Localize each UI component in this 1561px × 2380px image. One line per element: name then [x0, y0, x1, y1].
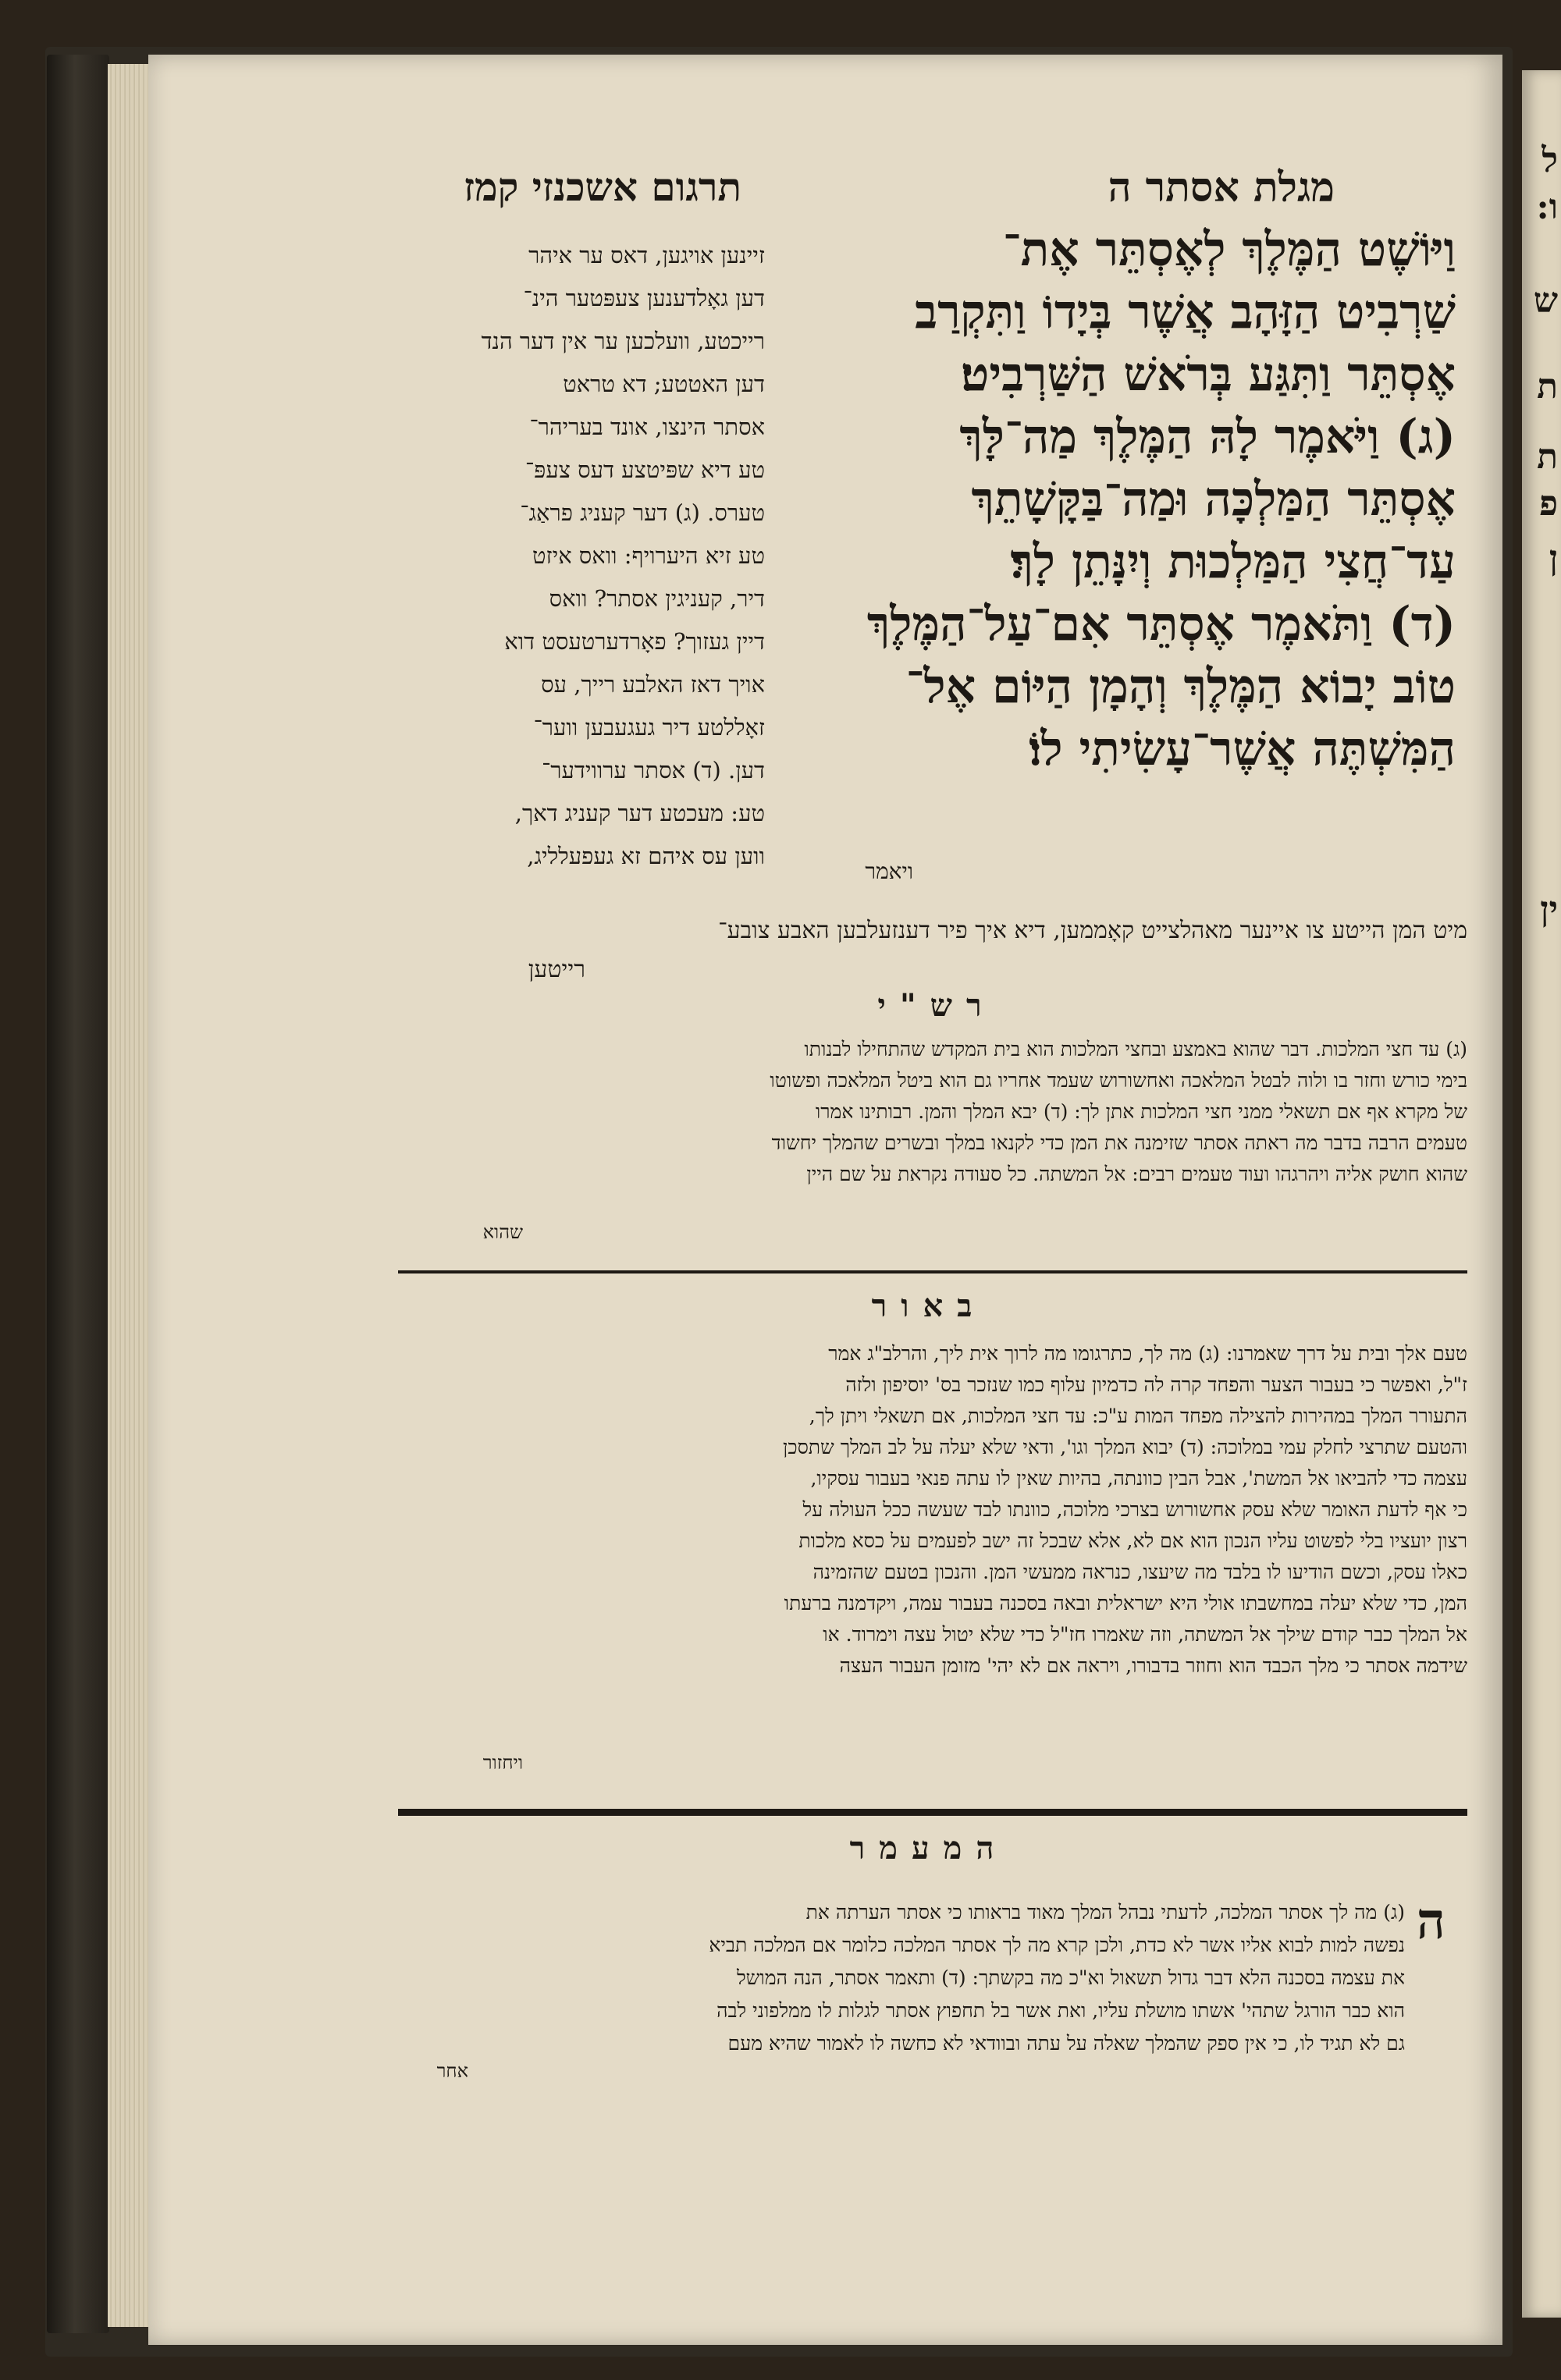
targum-line: זיינען אויגען, דאס ער איהר [528, 242, 765, 268]
verse-line: אֶסְתֵּר וַתִּגַּע בְּרֹאשׁ הַשַּׁרְבִיט׃ [961, 347, 1456, 402]
facing-glyph: פ [1539, 484, 1558, 524]
targum-line: טע דיא שפּיטצע דעס צעפּ־ [525, 456, 765, 483]
rashi-line: של מקרא אף אם תשאלי ממני חצי המלכות אתן לך: (ד) יבא המלך והמן. רבותינו אמרו [815, 1100, 1467, 1123]
biur-line: המן, כדי שלא יעלה במחשבתו אולי היא ישראלית ובאה בסכנה בעבור עמה, ויקדמנה ברעתו [784, 1592, 1467, 1614]
hamaamar-line: גם לא תגיד לו, כי אין ספק שהמלך שאלה על עתה ובוודאי לא כחשה לו לאמור שהיא מעם [727, 2032, 1405, 2055]
targum-line: דיין געזוך? פאָרדערטעסט דוא [504, 628, 765, 655]
targum-continuation-end: רייטען [528, 956, 585, 983]
facing-glyph: ו: [1536, 187, 1558, 227]
biur-commentary [390, 1338, 1467, 1682]
rashi-catchword: שהוא [482, 1221, 523, 1243]
targum-line: טערס. (ג) דער קעניג פראַג־ [520, 499, 765, 526]
targum-line: דען האטטע; דא טראט [563, 371, 765, 397]
targum-column [390, 234, 765, 878]
hamaamar-catchword: אחר [436, 2060, 468, 2082]
hamaamar-commentary [390, 1896, 1405, 2060]
verse-line: טוֹב יָבוֹא הַמֶּלֶךְ וְהָמָן הַיּוֹם אֶל־ [905, 659, 1456, 714]
facing-glyph: ת [1537, 367, 1558, 407]
biur-catchword: ויחזור [482, 1752, 523, 1774]
hamaamar-line: (ג) מה לך אסתר המלכה, לדעתי נבהל המלך מאוד בראותו כי אסתר הערתה את [805, 1901, 1405, 1924]
rashi-line: שהוא חושק אליה ויהרגהו ועוד טעמים רבים: אל המשתה. כל סעודה נקראת על שם היין [806, 1163, 1467, 1185]
verse-line: וַיּוֹשֶׁט הַמֶּלֶךְ לְאֶסְתֵּר אֶת־ [1002, 222, 1456, 277]
hamaamar-line: הוא כבר הורגל שתהי' אשתו מושלת עליו, ואת אשר בל תחפוץ אסתר לגלות לו ממלפוני לבה [716, 1999, 1405, 2022]
verse-line: הַמִּשְׁתֶּה אֲשֶׁר־עָשִׂיתִי לוֹ׃ [1029, 722, 1456, 776]
targum-line: זאָללטע דיר געגעבען ווער־ [533, 714, 765, 741]
rashi-line: טעמים הרבה בדבר מה ראתה אסתר שזימנה את המן כדי לקנאו במלך ובשרים שהמלך יחשוד [771, 1131, 1467, 1154]
section-divider [398, 1270, 1467, 1273]
biur-line: והטעם שתרצי לחלק עמי במלוכה: (ד) יבוא המלך וגו', ודאי שלא יעלה על לב המלך שתסכן [782, 1436, 1467, 1458]
biur-line: התעורר המלך במהירות להצילה מפחד המות ע"כ: עד חצי המלכות, אם תשאלי ויתן לך, [809, 1405, 1467, 1427]
facing-glyph: ל [1541, 140, 1558, 180]
biur-title: באור [871, 1288, 987, 1324]
targum-line: אסתר הינצו, אונד בעריהר־ [529, 414, 765, 440]
targum-line: רייכטע, וועלכען ער אין דער הנד [481, 328, 765, 354]
verse-line: אֶסְתֵּר הַמַּלְכָּה וּמַה־בַּקָּשָׁתֵךְ [971, 472, 1456, 527]
biur-line: רצון יועציו בלי לפשוט עליו הנכון הוא אם לא, אלא שבכל זה ישב לפעמים על כסא מלכות [798, 1529, 1467, 1552]
biur-line: טעם אלך ובית על דרך שאמרנו: (ג) מה לך, כתרגומו מה לרוך אית ליך, והרלב"ג אמר [828, 1342, 1467, 1365]
hamaamar-line: נפשה למות לבוא אליו אשר לא כדת, ולכן קרא מה לך אסתר המלכה כלומר אם המלכה תביא [709, 1934, 1405, 1956]
hamaamar-drop-letter: ה [1417, 1892, 1445, 1951]
verse-line: שַׁרְבִיט הַזָּהָב אֲשֶׁר בְּיָדוֹ וַתִּקְרַב [915, 285, 1456, 339]
verse-line: (ד) וַתֹּאמֶר אֶסְתֵּר אִם־עַל־הַמֶּלֶךְ [866, 597, 1456, 652]
targum-line: דיר, קעניגין אסתר? וואס [549, 585, 765, 612]
rashi-title: רש"י [877, 987, 996, 1024]
biur-line: כאלו עסק, וכשם הודיעו לו בלבד מה שיעצו, כנראה ממעשי המן. והנכון בטעם שהזמינה [813, 1561, 1467, 1583]
targum-line: טע זיא היערויף: וואס איזט [532, 542, 765, 569]
facing-glyph: ש [1533, 281, 1558, 321]
facing-glyph: ת [1537, 437, 1558, 477]
hamaamar-title: המעמר [849, 1830, 1008, 1867]
biur-line: שידמה אסתר כי מלך הכבד הוא וחוזר בדבורו, ויראה אם לא יהי' מזומן העבור העצה [839, 1654, 1467, 1677]
verse-catchword: ויאמר [865, 858, 913, 884]
verse-line: עַד־חֲצִי הַמַּלְכוּת וְיִנָּתֵן לָךְ׃ [1010, 535, 1456, 589]
biur-line: ז"ל, ואפשר כי בעבור הצער והפחד קרה לה כדמיון עלוף כמו שנזכר בס' יוסיפון ולזה [845, 1373, 1467, 1396]
biur-line: כי אף לדעת האומר שלא עסק אחשורוש בצרכי מלוכה, כוונתו לבד שעשה ככל העולה על [802, 1498, 1467, 1521]
megillah-verses [784, 218, 1456, 780]
rashi-line: (ג) עד חצי המלכות. דבר שהוא באמצע ובחצי המלכות הוא בית המקדש שהתחילו לבנותו [804, 1038, 1467, 1060]
targum-line: אויך דאז האלבע רייך, עס [541, 671, 765, 698]
verse-line: (ג) וַיֹּאמֶר לָהּ הַמֶּלֶךְ מַה־לָּךְ [959, 410, 1456, 464]
section-divider-thick [398, 1809, 1467, 1816]
targum-running-header: תרגום אשכנזי קמז [464, 164, 741, 210]
book-spine [47, 55, 109, 2333]
targum-line: ווען עס איהם זא געפעלליג, [527, 843, 765, 869]
targum-line: דען גאָלדענען צעפּטער הינ־ [523, 285, 765, 311]
page-edges [108, 64, 155, 2327]
rashi-line: בימי כורש וחזר בו ולוה לבטל המלאכה ואחשורוש שעמד אחריו גם הוא ביטל המלאכה ופשוטו [770, 1069, 1467, 1092]
megillah-running-header: מגלת אסתר ה [1108, 164, 1335, 211]
biur-line: עצמה כדי להביאו אל המשת', אבל הבין כוונתה, בהיות שאין לו עתה פנאי בעבור עסקיו, [810, 1467, 1467, 1490]
biur-line: אל המלך כבר קודם שילך אל המשתה, וזה שאמרו חז"ל כדי שלא יטול עצה וימרוד. או [823, 1623, 1467, 1646]
facing-glyph: ן [1549, 538, 1558, 578]
facing-page-edge [1522, 70, 1561, 2318]
rashi-commentary [390, 1034, 1467, 1190]
targum-line: טע: מעכטע דער קעניג דאך, [514, 800, 765, 826]
facing-glyph: ין [1540, 890, 1558, 929]
targum-line: דען. (ד) אסתר ערווידער־ [542, 757, 765, 783]
hamaamar-line: את עצמה בסכנה הלא דבר גדול תשאול וא"כ מה בקשתך: (ד) ותאמר אסתר, הנה המושל [736, 1966, 1405, 1989]
targum-continuation: מיט המן הייטע צו איינער מאהלצייט קאָממען, דיא איך פיר דענזעלבען האבע צובע־ [718, 917, 1467, 944]
